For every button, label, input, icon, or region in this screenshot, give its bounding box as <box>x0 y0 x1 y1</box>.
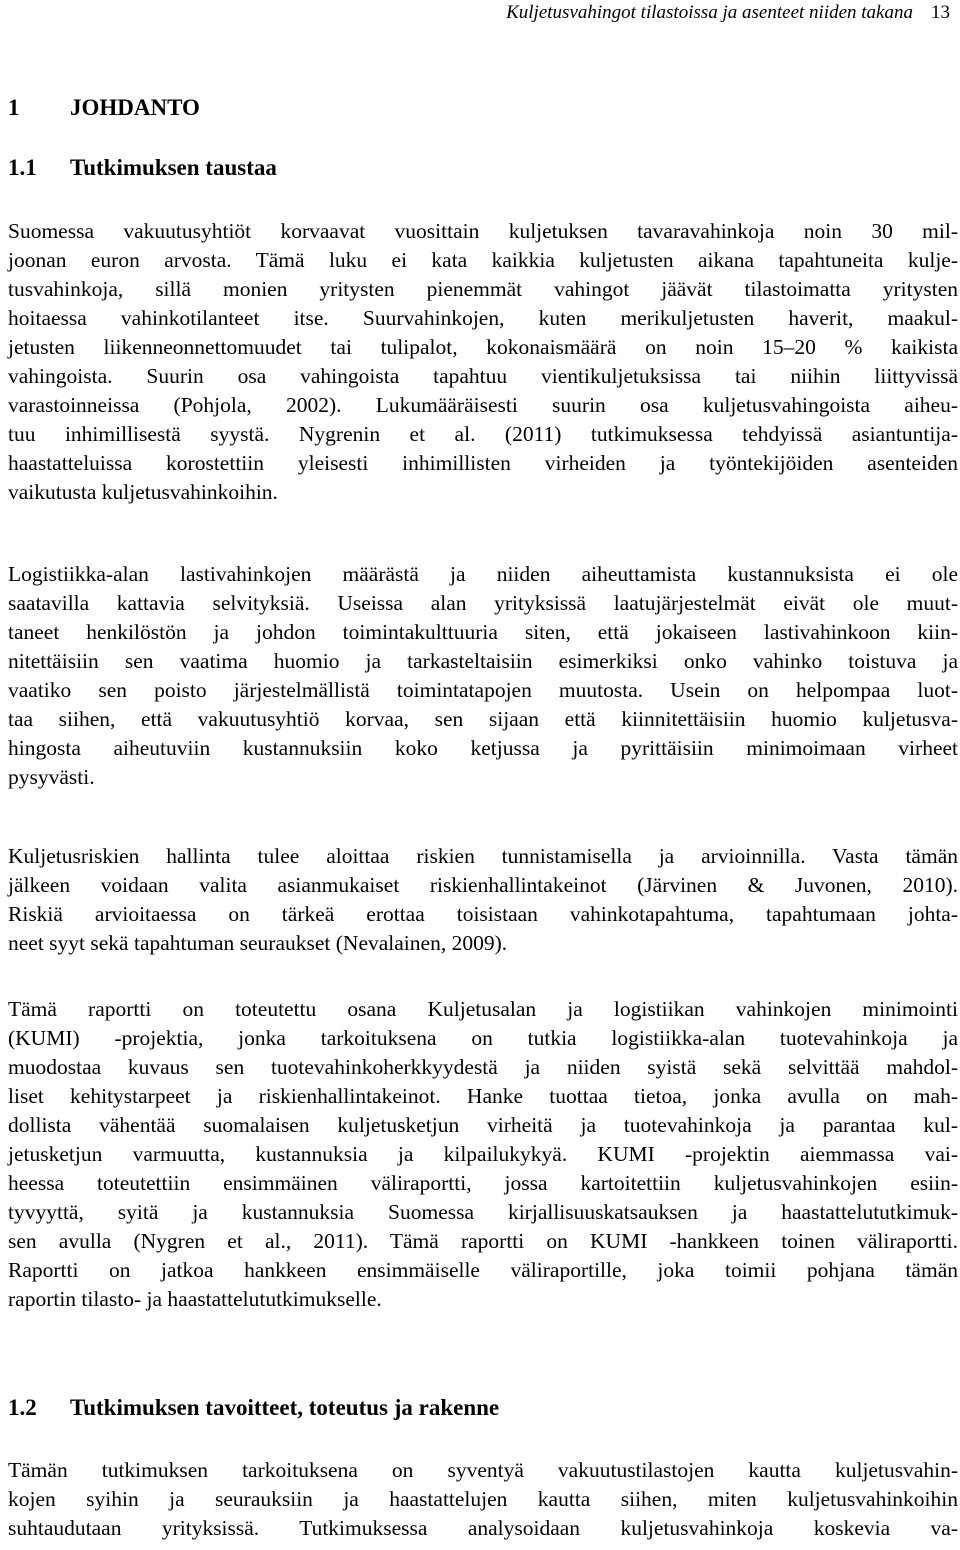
paragraph-5 <box>8 1456 958 1543</box>
section-heading-1-2 <box>8 1395 499 1421</box>
chapter-title: JOHDANTO <box>70 95 200 120</box>
text-line: jälkeen voidaan valita asianmukaiset riskienhallintakeinot (Järvinen & Juvonen, 2010). <box>8 873 958 897</box>
text-line: dollista vähentää suomalaisen kuljetusketjun virheitä ja tuotevahinkoja ja parantaa kul- <box>8 1113 958 1137</box>
text-line: heessa toteutettiin ensimmäinen väliraportti, jossa kartoitettiin kuljetusvahinkojen esiin- <box>8 1171 958 1195</box>
section-title: Tutkimuksen tavoitteet, toteutus ja rakenne <box>70 1395 500 1420</box>
section-title: Tutkimuksen taustaa <box>70 155 277 180</box>
section-number: 1.1 <box>8 155 37 180</box>
text-line: taneet henkilöstön ja johdon toimintakulttuuria siten, että jokaiseen lastivahinkoon kiin- <box>8 620 958 644</box>
text-line: Suomessa vakuutusyhtiöt korvaavat vuosittain kuljetuksen tavaravahinkoja noin 30 mil- <box>8 219 958 243</box>
text-line: haastatteluissa korostettiin yleisesti inhimillisten virheiden ja työntekijöiden asenteiden <box>8 451 958 475</box>
paragraph-3 <box>8 842 958 958</box>
text-line: suhtaudutaan yrityksissä. Tutkimuksessa analysoidaan kuljetusvahinkoja koskevia va- <box>8 1516 958 1540</box>
text-line: vaikutusta kuljetusvahinkoihin. <box>8 480 278 504</box>
text-line: Tämä raportti on toteutettu osana Kuljetusalan ja logistiikan vahinkojen minimointi <box>8 997 958 1021</box>
chapter-heading <box>8 95 200 121</box>
text-line: pysyvästi. <box>8 765 95 789</box>
text-line: hingosta aiheutuviin kustannuksiin koko ketjussa ja pyrittäisiin minimoimaan virheet <box>8 736 958 760</box>
text-line: Raportti on jatkoa hankkeen ensimmäiselle väliraportille, joka toimii pohjana tämän <box>8 1258 958 1282</box>
paragraph-2 <box>8 560 958 792</box>
paragraph-4 <box>8 995 958 1314</box>
paragraph-1 <box>8 217 958 507</box>
text-line: taa siihen, että vakuutusyhtiö korvaa, sen sijaan että kiinnitettäisiin huomio kuljetusva- <box>8 707 958 731</box>
running-header <box>506 2 950 24</box>
text-line: tusvahinkoja, sillä monien yritysten pienemmät vahingot jäävät tilastoimatta yritysten <box>8 277 958 301</box>
section-heading-1-1 <box>8 155 277 181</box>
text-line: Logistiikka-alan lastivahinkojen määrästä ja niiden aiheuttamista kustannuksista ei ole <box>8 562 958 586</box>
text-line: raportin tilasto- ja haastattelututkimukselle. <box>8 1287 382 1311</box>
text-line: tyvyyttä, syitä ja kustannuksia Suomessa kirjallisuuskatsauksen ja haastattelututkimuk- <box>8 1200 958 1224</box>
section-number: 1.2 <box>8 1395 37 1420</box>
text-line: joonan euron arvosta. Tämä luku ei kata kaikkia kuljetusten aikana tapahtuneita kulje- <box>8 248 958 272</box>
text-line: nitettäisiin sen vaatima huomio ja tarkasteltaisiin esimerkiksi onko vahinko toistuva ja <box>8 649 958 673</box>
text-line: tuu inhimillisestä syystä. Nygrenin et al. (2011) tutkimuksessa tehdyissä asiantuntija- <box>8 422 958 446</box>
text-line: sen avulla (Nygren et al., 2011). Tämä raportti on KUMI -hankkeen toinen väliraportti. <box>8 1229 958 1253</box>
text-line: Tämän tutkimuksen tarkoituksena on syventyä vakuutustilastojen kautta kuljetusvahin- <box>8 1458 958 1482</box>
text-line: vaatiko sen poisto järjestelmällistä toimintatapojen muutosta. Usein on helpompaa luot- <box>8 678 958 702</box>
text-line: Riskiä arvioitaessa on tärkeä erottaa toisistaan vahinkotapahtuma, tapahtumaan johta- <box>8 902 958 926</box>
text-line: vahingoista. Suurin osa vahingoista tapahtuu vientikuljetuksissa tai niihin liittyvissä <box>8 364 958 388</box>
text-line: varastoinneissa (Pohjola, 2002). Lukumääräisesti suurin osa kuljetusvahingoista aiheu- <box>8 393 958 417</box>
text-line: Kuljetusriskien hallinta tulee aloittaa riskien tunnistamisella ja arvioinnilla. Vasta tämän <box>8 844 958 868</box>
page-number: 13 <box>931 2 950 23</box>
text-line: hoitaessa vahinkotilanteet itse. Suurvahinkojen, kuten merikuljetusten haverit, maakul- <box>8 306 958 330</box>
text-line: jetusten liikenneonnettomuudet tai tulipalot, kokonaismäärä on noin 15–20 % kaikista <box>8 335 958 359</box>
text-line: kojen syihin ja seurauksiin ja haastattelujen kautta siihen, miten kuljetusvahinkoihin <box>8 1487 958 1511</box>
text-line: (KUMI) -projektia, jonka tarkoituksena on tutkia logistiikka-alan tuotevahinkoja ja <box>8 1026 958 1050</box>
text-line: saatavilla kattavia selvityksiä. Useissa alan yrityksissä laatujärjestelmät eivät ole muut- <box>8 591 958 615</box>
running-title: Kuljetusvahingot tilastoissa ja asenteet niiden takana <box>506 2 913 23</box>
text-line: muodostaa kuvaus sen tuotevahinkoherkkyydestä ja niiden syistä sekä selvittää mahdol- <box>8 1055 958 1079</box>
text-line: liset kehitystarpeet ja riskienhallintakeinot. Hanke tuottaa tietoa, jonka avulla on mah- <box>8 1084 958 1108</box>
chapter-number: 1 <box>8 95 20 120</box>
text-line: neet syyt sekä tapahtuman seuraukset (Nevalainen, 2009). <box>8 931 508 955</box>
text-line: jetusketjun varmuutta, kustannuksia ja kilpailukykyä. KUMI -projektin aiemmassa vai- <box>8 1142 958 1166</box>
